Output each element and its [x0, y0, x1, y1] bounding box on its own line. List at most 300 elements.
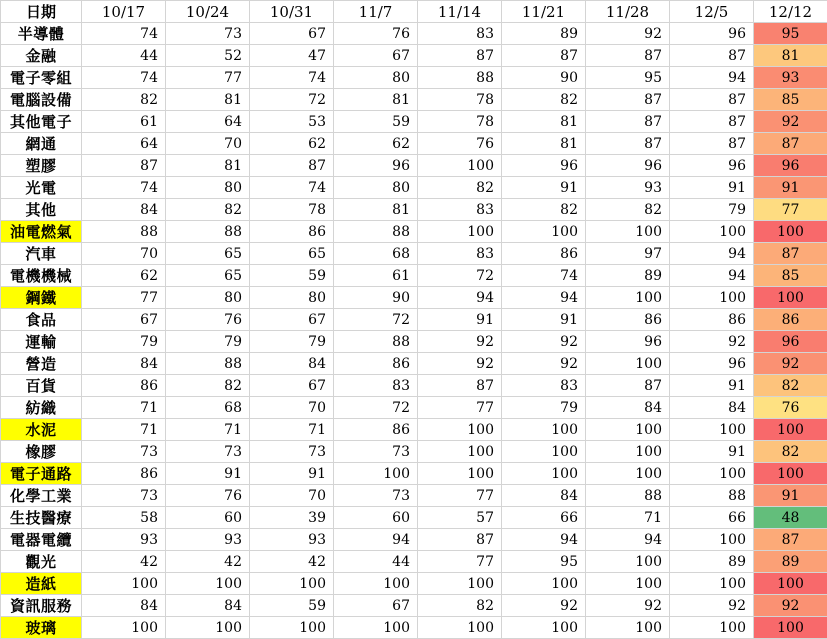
score-cell[interactable]: 100 [670, 529, 754, 551]
score-cell[interactable]: 87 [418, 529, 502, 551]
score-cell[interactable]: 83 [418, 199, 502, 221]
score-cell[interactable]: 79 [82, 331, 166, 353]
score-cell[interactable]: 68 [334, 243, 418, 265]
score-cell[interactable]: 87 [502, 45, 586, 67]
score-cell[interactable]: 86 [250, 221, 334, 243]
score-cell[interactable]: 39 [250, 507, 334, 529]
score-cell[interactable]: 92 [670, 595, 754, 617]
latest-score-cell[interactable]: 91 [754, 485, 827, 507]
score-cell[interactable]: 62 [82, 265, 166, 287]
header-row [1, 1, 827, 23]
score-cell[interactable]: 100 [418, 155, 502, 177]
sector-label[interactable]: 鋼鐵 [1, 287, 82, 309]
score-cell[interactable]: 71 [166, 419, 250, 441]
score-cell[interactable]: 91 [670, 177, 754, 199]
sector-label[interactable]: 百貨 [1, 375, 82, 397]
score-cell[interactable]: 81 [502, 111, 586, 133]
latest-score-cell[interactable]: 92 [754, 353, 827, 375]
score-cell[interactable]: 44 [82, 45, 166, 67]
latest-score-cell[interactable]: 87 [754, 133, 827, 155]
latest-score-cell[interactable]: 89 [754, 551, 827, 573]
score-cell[interactable]: 100 [586, 617, 670, 639]
latest-score-cell[interactable]: 76 [754, 397, 827, 419]
score-cell[interactable]: 44 [334, 551, 418, 573]
sector-label[interactable]: 橡膠 [1, 441, 82, 463]
score-cell[interactable]: 100 [82, 573, 166, 595]
score-cell[interactable]: 100 [418, 573, 502, 595]
date-column-header[interactable]: 11/21 [502, 1, 586, 23]
score-cell[interactable]: 100 [166, 573, 250, 595]
score-cell[interactable]: 74 [82, 67, 166, 89]
score-cell[interactable]: 78 [250, 199, 334, 221]
latest-score-cell[interactable]: 87 [754, 529, 827, 551]
sector-label[interactable]: 半導體 [1, 23, 82, 45]
score-cell[interactable]: 73 [334, 441, 418, 463]
latest-score-cell[interactable]: 100 [754, 617, 827, 639]
score-cell[interactable]: 100 [418, 419, 502, 441]
score-cell[interactable]: 89 [502, 23, 586, 45]
score-cell[interactable]: 88 [166, 353, 250, 375]
score-cell[interactable]: 64 [166, 111, 250, 133]
score-cell[interactable]: 84 [670, 397, 754, 419]
sector-label[interactable]: 食品 [1, 309, 82, 331]
latest-score-cell[interactable]: 85 [754, 265, 827, 287]
sector-label[interactable]: 生技醫療 [1, 507, 82, 529]
score-cell[interactable]: 74 [250, 67, 334, 89]
score-cell[interactable]: 100 [334, 573, 418, 595]
sector-label[interactable]: 其他 [1, 199, 82, 221]
table-row [1, 353, 827, 375]
score-cell[interactable]: 82 [502, 89, 586, 111]
score-cell[interactable]: 89 [670, 551, 754, 573]
score-cell[interactable]: 84 [82, 595, 166, 617]
score-cell[interactable]: 96 [502, 155, 586, 177]
score-cell[interactable]: 73 [166, 441, 250, 463]
score-cell[interactable]: 61 [334, 265, 418, 287]
latest-score-cell[interactable]: 93 [754, 67, 827, 89]
score-cell[interactable]: 100 [586, 441, 670, 463]
score-cell[interactable]: 100 [502, 441, 586, 463]
score-cell[interactable]: 70 [250, 397, 334, 419]
score-cell[interactable]: 90 [334, 287, 418, 309]
score-cell[interactable]: 83 [334, 375, 418, 397]
date-column-header[interactable]: 10/24 [166, 1, 250, 23]
date-column-header[interactable]: 11/28 [586, 1, 670, 23]
latest-score-cell[interactable]: 100 [754, 573, 827, 595]
score-cell[interactable]: 100 [418, 617, 502, 639]
score-cell[interactable]: 42 [250, 551, 334, 573]
sector-label[interactable]: 塑膠 [1, 155, 82, 177]
score-cell[interactable]: 61 [82, 111, 166, 133]
sector-label[interactable]: 營造 [1, 353, 82, 375]
score-cell[interactable]: 100 [334, 617, 418, 639]
score-cell[interactable]: 100 [586, 221, 670, 243]
score-cell[interactable]: 64 [82, 133, 166, 155]
latest-score-cell[interactable]: 100 [754, 463, 827, 485]
score-cell[interactable]: 93 [586, 177, 670, 199]
score-cell[interactable]: 71 [586, 507, 670, 529]
score-cell[interactable]: 81 [166, 89, 250, 111]
score-cell[interactable]: 66 [502, 507, 586, 529]
sector-label[interactable]: 電器電纜 [1, 529, 82, 551]
score-cell[interactable]: 73 [82, 485, 166, 507]
score-cell[interactable]: 71 [82, 419, 166, 441]
score-cell[interactable]: 60 [166, 507, 250, 529]
score-cell[interactable]: 65 [250, 243, 334, 265]
score-cell[interactable]: 57 [418, 507, 502, 529]
score-cell[interactable]: 86 [82, 463, 166, 485]
sector-label[interactable]: 資訊服務 [1, 595, 82, 617]
score-cell[interactable]: 47 [250, 45, 334, 67]
score-cell[interactable]: 91 [670, 375, 754, 397]
score-cell[interactable]: 65 [166, 243, 250, 265]
score-cell[interactable]: 94 [334, 529, 418, 551]
score-cell[interactable]: 84 [586, 397, 670, 419]
score-cell[interactable]: 67 [334, 595, 418, 617]
latest-score-cell[interactable]: 81 [754, 45, 827, 67]
score-cell[interactable]: 100 [586, 573, 670, 595]
score-cell[interactable]: 86 [334, 353, 418, 375]
score-cell[interactable]: 100 [670, 419, 754, 441]
score-cell[interactable]: 96 [586, 331, 670, 353]
score-cell[interactable]: 84 [502, 485, 586, 507]
latest-score-cell[interactable]: 82 [754, 375, 827, 397]
score-cell[interactable]: 87 [670, 133, 754, 155]
score-cell[interactable]: 80 [334, 67, 418, 89]
score-cell[interactable]: 91 [502, 177, 586, 199]
table-row [1, 375, 827, 397]
score-cell[interactable]: 67 [334, 45, 418, 67]
score-cell[interactable]: 100 [586, 287, 670, 309]
score-cell[interactable]: 96 [670, 155, 754, 177]
score-cell[interactable]: 59 [250, 595, 334, 617]
sector-label[interactable]: 電腦設備 [1, 89, 82, 111]
score-cell[interactable]: 96 [670, 353, 754, 375]
score-cell[interactable]: 80 [334, 177, 418, 199]
table-row [1, 89, 827, 111]
score-cell[interactable]: 83 [418, 23, 502, 45]
score-cell[interactable]: 73 [82, 441, 166, 463]
score-cell[interactable]: 73 [166, 23, 250, 45]
score-cell[interactable]: 84 [250, 353, 334, 375]
score-cell[interactable]: 74 [250, 177, 334, 199]
score-cell[interactable]: 76 [334, 23, 418, 45]
sector-label[interactable]: 運輸 [1, 331, 82, 353]
score-cell[interactable]: 100 [670, 617, 754, 639]
score-cell[interactable]: 100 [670, 287, 754, 309]
score-cell[interactable]: 82 [418, 595, 502, 617]
table-row [1, 221, 827, 243]
score-cell[interactable]: 100 [586, 419, 670, 441]
score-cell[interactable]: 88 [166, 221, 250, 243]
score-cell[interactable]: 94 [502, 287, 586, 309]
table-row [1, 309, 827, 331]
score-cell[interactable]: 79 [670, 199, 754, 221]
score-cell[interactable]: 100 [250, 573, 334, 595]
latest-score-cell[interactable]: 82 [754, 441, 827, 463]
sector-label[interactable]: 電機機械 [1, 265, 82, 287]
score-cell[interactable]: 94 [670, 265, 754, 287]
latest-score-cell[interactable]: 100 [754, 419, 827, 441]
score-cell[interactable]: 88 [670, 485, 754, 507]
score-cell[interactable]: 95 [586, 67, 670, 89]
score-cell[interactable]: 87 [670, 89, 754, 111]
score-cell[interactable]: 74 [82, 23, 166, 45]
score-cell[interactable]: 87 [670, 45, 754, 67]
score-cell[interactable]: 91 [250, 463, 334, 485]
score-cell[interactable]: 81 [334, 89, 418, 111]
score-cell[interactable]: 93 [166, 529, 250, 551]
score-cell[interactable]: 87 [670, 111, 754, 133]
score-cell[interactable]: 95 [502, 551, 586, 573]
score-cell[interactable]: 83 [418, 243, 502, 265]
score-cell[interactable]: 71 [82, 397, 166, 419]
score-cell[interactable]: 79 [250, 331, 334, 353]
score-cell[interactable]: 84 [82, 353, 166, 375]
score-cell[interactable]: 94 [670, 67, 754, 89]
latest-score-cell[interactable]: 96 [754, 155, 827, 177]
score-cell[interactable]: 82 [166, 375, 250, 397]
sector-label[interactable]: 紡織 [1, 397, 82, 419]
score-cell[interactable]: 93 [82, 529, 166, 551]
score-cell[interactable]: 100 [586, 463, 670, 485]
score-cell[interactable]: 100 [670, 573, 754, 595]
score-cell[interactable]: 88 [418, 67, 502, 89]
score-cell[interactable]: 100 [670, 221, 754, 243]
score-cell[interactable]: 87 [586, 133, 670, 155]
date-column-header[interactable]: 10/31 [250, 1, 334, 23]
sector-label[interactable]: 電子通路 [1, 463, 82, 485]
score-cell[interactable]: 77 [82, 287, 166, 309]
score-cell[interactable]: 91 [670, 441, 754, 463]
score-cell[interactable]: 78 [418, 111, 502, 133]
score-cell[interactable]: 79 [502, 397, 586, 419]
score-cell[interactable]: 94 [586, 529, 670, 551]
score-cell[interactable]: 92 [418, 331, 502, 353]
table-row [1, 397, 827, 419]
score-cell[interactable]: 87 [586, 45, 670, 67]
latest-score-cell[interactable]: 96 [754, 331, 827, 353]
score-cell[interactable]: 79 [166, 331, 250, 353]
score-cell[interactable]: 100 [334, 463, 418, 485]
date-header-label[interactable]: 日期 [1, 1, 82, 23]
score-cell[interactable]: 87 [418, 45, 502, 67]
score-cell[interactable]: 68 [166, 397, 250, 419]
score-cell[interactable]: 86 [586, 309, 670, 331]
score-cell[interactable]: 67 [250, 23, 334, 45]
score-cell[interactable]: 73 [250, 441, 334, 463]
score-cell[interactable]: 78 [418, 89, 502, 111]
score-cell[interactable]: 100 [502, 221, 586, 243]
table-row [1, 133, 827, 155]
score-cell[interactable]: 86 [502, 243, 586, 265]
score-cell[interactable]: 76 [166, 309, 250, 331]
score-cell[interactable]: 88 [334, 221, 418, 243]
sector-label[interactable]: 化學工業 [1, 485, 82, 507]
latest-score-cell[interactable]: 92 [754, 595, 827, 617]
table-row [1, 111, 827, 133]
score-cell[interactable]: 100 [418, 441, 502, 463]
score-cell[interactable]: 100 [250, 617, 334, 639]
score-cell[interactable]: 88 [82, 221, 166, 243]
score-cell[interactable]: 53 [250, 111, 334, 133]
score-cell[interactable]: 92 [502, 331, 586, 353]
sector-label[interactable]: 其他電子 [1, 111, 82, 133]
score-cell[interactable]: 62 [250, 133, 334, 155]
score-cell[interactable]: 80 [166, 287, 250, 309]
score-cell[interactable]: 100 [502, 573, 586, 595]
score-cell[interactable]: 83 [502, 375, 586, 397]
latest-score-cell[interactable]: 48 [754, 507, 827, 529]
score-cell[interactable]: 100 [586, 551, 670, 573]
score-cell[interactable]: 72 [334, 309, 418, 331]
score-cell[interactable]: 92 [418, 353, 502, 375]
sector-label[interactable]: 光電 [1, 177, 82, 199]
sector-label[interactable]: 網通 [1, 133, 82, 155]
score-cell[interactable]: 94 [670, 243, 754, 265]
score-cell[interactable]: 96 [334, 155, 418, 177]
score-cell[interactable]: 100 [166, 617, 250, 639]
score-cell[interactable]: 76 [418, 133, 502, 155]
latest-score-cell[interactable]: 85 [754, 89, 827, 111]
score-cell[interactable]: 87 [586, 111, 670, 133]
score-cell[interactable]: 94 [502, 529, 586, 551]
score-cell[interactable]: 94 [418, 287, 502, 309]
score-cell[interactable]: 91 [166, 463, 250, 485]
sector-label[interactable]: 水泥 [1, 419, 82, 441]
score-cell[interactable]: 100 [502, 617, 586, 639]
score-cell[interactable]: 81 [502, 133, 586, 155]
latest-score-cell[interactable]: 100 [754, 221, 827, 243]
score-cell[interactable]: 87 [250, 155, 334, 177]
score-cell[interactable]: 91 [418, 309, 502, 331]
score-cell[interactable]: 73 [334, 485, 418, 507]
score-cell[interactable]: 72 [418, 265, 502, 287]
sector-label[interactable]: 觀光 [1, 551, 82, 573]
latest-score-cell[interactable]: 91 [754, 177, 827, 199]
score-cell[interactable]: 74 [82, 177, 166, 199]
score-cell[interactable]: 59 [334, 111, 418, 133]
score-cell[interactable]: 100 [418, 221, 502, 243]
score-cell[interactable]: 82 [166, 199, 250, 221]
sector-label[interactable]: 電子零組 [1, 67, 82, 89]
sector-label[interactable]: 玻璃 [1, 617, 82, 639]
table-row [1, 529, 827, 551]
score-cell[interactable]: 92 [502, 595, 586, 617]
score-cell[interactable]: 100 [586, 353, 670, 375]
date-column-header[interactable]: 11/14 [418, 1, 502, 23]
score-cell[interactable]: 93 [250, 529, 334, 551]
sector-label[interactable]: 造紙 [1, 573, 82, 595]
score-cell[interactable]: 76 [166, 485, 250, 507]
score-cell[interactable]: 81 [166, 155, 250, 177]
score-cell[interactable]: 84 [82, 199, 166, 221]
sector-label[interactable]: 油電燃氣 [1, 221, 82, 243]
score-cell[interactable]: 52 [166, 45, 250, 67]
score-cell[interactable]: 62 [334, 133, 418, 155]
sector-label[interactable]: 汽車 [1, 243, 82, 265]
date-column-header[interactable]: 12/12 [754, 1, 827, 23]
latest-score-cell[interactable]: 86 [754, 309, 827, 331]
latest-score-cell[interactable]: 77 [754, 199, 827, 221]
latest-score-cell[interactable]: 95 [754, 23, 827, 45]
score-cell[interactable]: 82 [502, 199, 586, 221]
score-cell[interactable]: 89 [586, 265, 670, 287]
score-cell[interactable]: 70 [166, 133, 250, 155]
score-cell[interactable]: 84 [166, 595, 250, 617]
score-cell[interactable]: 67 [250, 309, 334, 331]
score-cell[interactable]: 86 [82, 375, 166, 397]
score-cell[interactable]: 72 [250, 89, 334, 111]
score-cell[interactable]: 100 [502, 419, 586, 441]
latest-score-cell[interactable]: 87 [754, 243, 827, 265]
sector-label[interactable]: 金融 [1, 45, 82, 67]
score-cell[interactable]: 58 [82, 507, 166, 529]
score-cell[interactable]: 97 [586, 243, 670, 265]
score-cell[interactable]: 100 [82, 617, 166, 639]
score-cell[interactable]: 88 [334, 331, 418, 353]
score-cell[interactable]: 70 [250, 485, 334, 507]
score-cell[interactable]: 87 [586, 89, 670, 111]
score-cell[interactable]: 60 [334, 507, 418, 529]
latest-score-cell[interactable]: 100 [754, 287, 827, 309]
score-cell[interactable]: 86 [334, 419, 418, 441]
score-cell[interactable]: 90 [502, 67, 586, 89]
score-cell[interactable]: 77 [418, 397, 502, 419]
score-cell[interactable]: 67 [250, 375, 334, 397]
score-cell[interactable]: 80 [166, 177, 250, 199]
score-cell[interactable]: 81 [334, 199, 418, 221]
score-cell[interactable]: 82 [82, 89, 166, 111]
score-cell[interactable]: 87 [418, 375, 502, 397]
score-cell[interactable]: 77 [418, 485, 502, 507]
score-cell[interactable]: 92 [670, 331, 754, 353]
score-cell[interactable]: 82 [418, 177, 502, 199]
date-column-header[interactable]: 11/7 [334, 1, 418, 23]
score-cell[interactable]: 92 [586, 595, 670, 617]
score-cell[interactable]: 92 [586, 23, 670, 45]
score-cell[interactable]: 88 [586, 485, 670, 507]
score-cell[interactable]: 74 [502, 265, 586, 287]
score-cell[interactable]: 96 [586, 155, 670, 177]
score-cell[interactable]: 87 [82, 155, 166, 177]
score-cell[interactable]: 77 [418, 551, 502, 573]
score-cell[interactable]: 65 [166, 265, 250, 287]
date-column-header[interactable]: 12/5 [670, 1, 754, 23]
score-cell[interactable]: 100 [418, 463, 502, 485]
score-cell[interactable]: 80 [250, 287, 334, 309]
score-cell[interactable]: 100 [670, 463, 754, 485]
score-cell[interactable]: 72 [334, 397, 418, 419]
score-cell[interactable]: 70 [82, 243, 166, 265]
score-cell[interactable]: 77 [166, 67, 250, 89]
score-cell[interactable]: 42 [166, 551, 250, 573]
score-cell[interactable]: 59 [250, 265, 334, 287]
score-cell[interactable]: 92 [502, 353, 586, 375]
score-cell[interactable]: 86 [670, 309, 754, 331]
score-cell[interactable]: 91 [502, 309, 586, 331]
latest-score-cell[interactable]: 92 [754, 111, 827, 133]
score-cell[interactable]: 96 [670, 23, 754, 45]
score-cell[interactable]: 42 [82, 551, 166, 573]
score-cell[interactable]: 87 [586, 375, 670, 397]
score-cell[interactable]: 66 [670, 507, 754, 529]
score-cell[interactable]: 71 [250, 419, 334, 441]
score-cell[interactable]: 100 [502, 463, 586, 485]
date-column-header[interactable]: 10/17 [82, 1, 166, 23]
score-cell[interactable]: 82 [586, 199, 670, 221]
score-cell[interactable]: 67 [82, 309, 166, 331]
